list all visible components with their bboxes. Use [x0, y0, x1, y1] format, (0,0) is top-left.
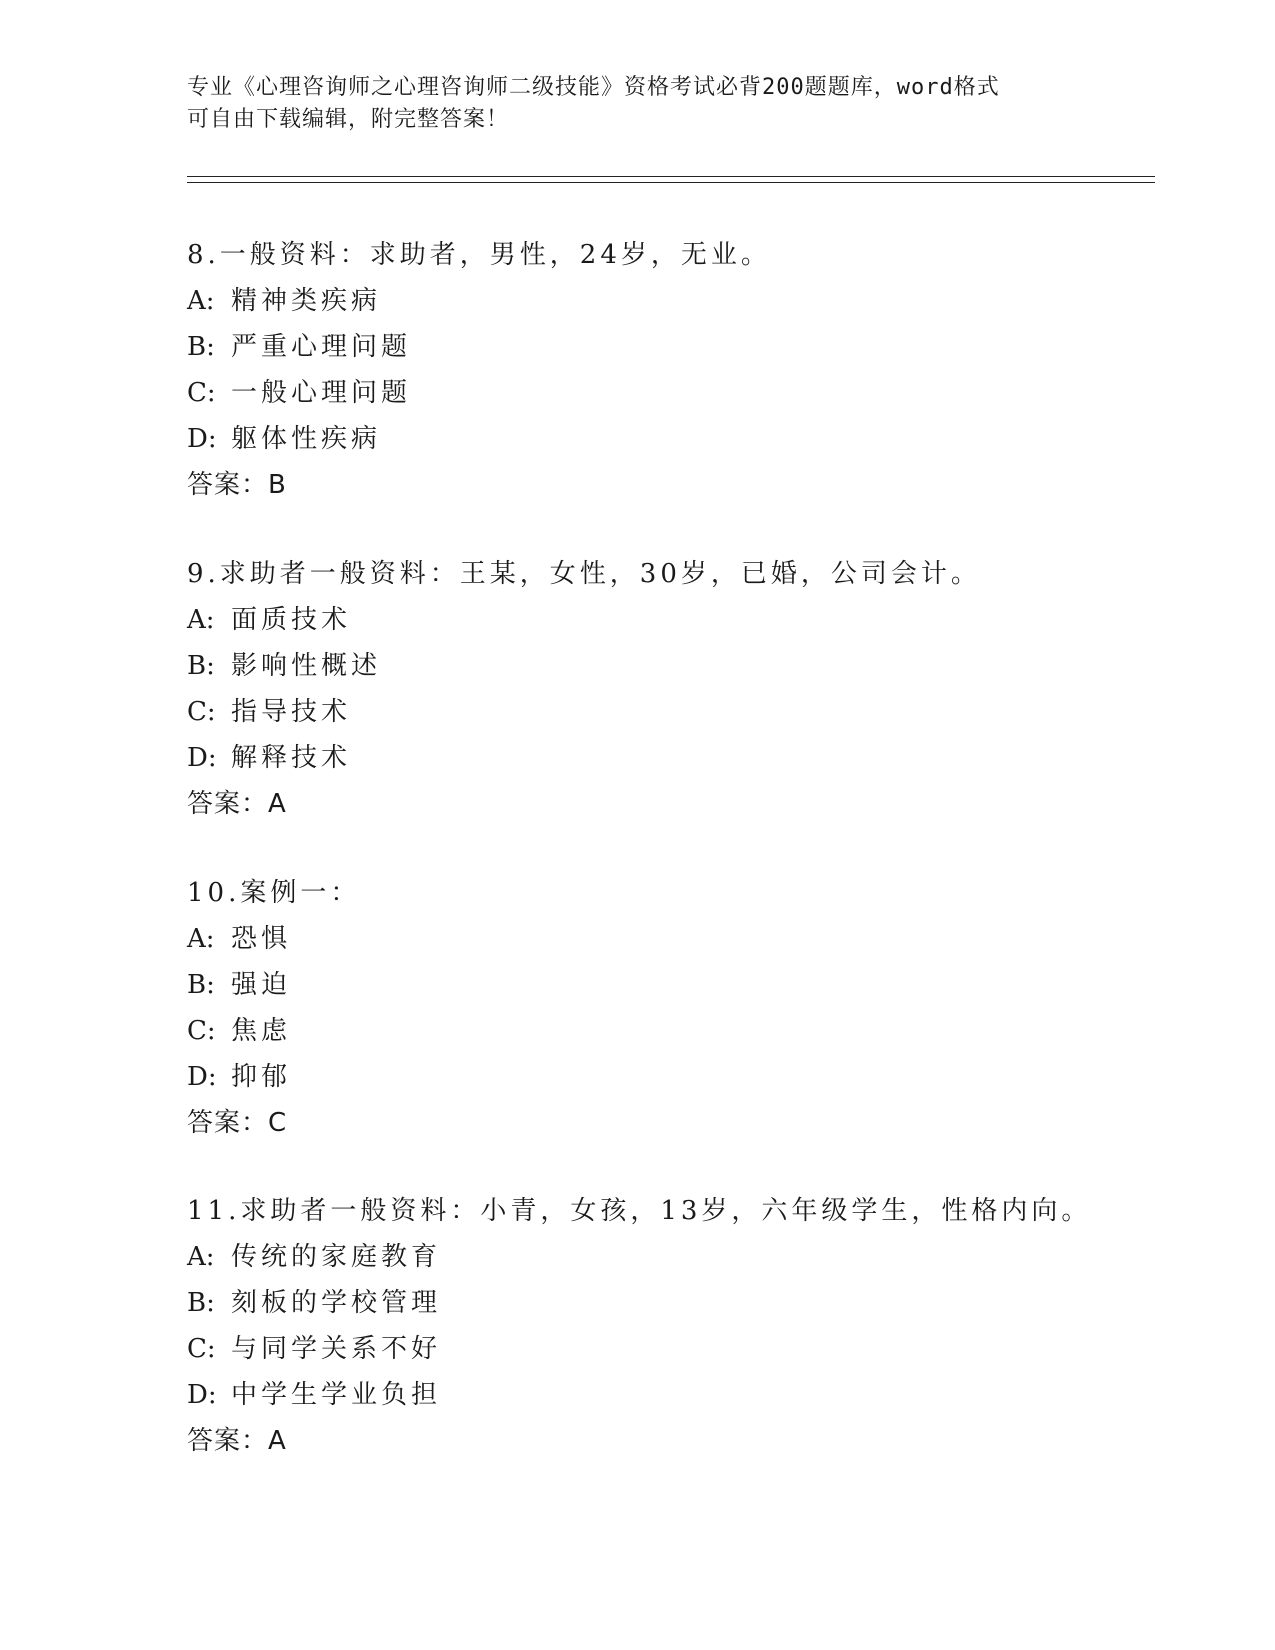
option-d: [187, 1054, 1187, 1100]
option-key: D:: [187, 743, 217, 773]
option-b: [187, 643, 1187, 689]
option-b: [187, 1280, 1187, 1326]
option-key: C:: [187, 1016, 216, 1046]
option-a: [187, 597, 1187, 643]
header-line-2: 可自由下载编辑，附完整答案！: [187, 107, 510, 132]
question-stem: 11.求助者一般资料：小青，女孩，13岁，六年级学生，性格内向。: [187, 1196, 1092, 1226]
answer-line: 答案：A: [187, 1426, 287, 1456]
header-divider: [187, 182, 1155, 183]
option-text: 与同学关系不好: [231, 1334, 442, 1364]
option-key: A:: [187, 286, 215, 316]
question-block: [187, 870, 1187, 1146]
header-line-1: 专业《心理咨询师之心理咨询师二级技能》资格考试必背200题题库，word格式: [187, 75, 1000, 100]
option-text: 影响性概述: [231, 651, 382, 681]
option-text: 刻板的学校管理: [231, 1288, 442, 1318]
option-key: C:: [187, 697, 216, 727]
option-key: B:: [187, 651, 215, 681]
option-a: [187, 278, 1187, 324]
answer-line: 答案：A: [187, 789, 287, 819]
option-text: 抑郁: [231, 1062, 292, 1092]
option-text: 一般心理问题: [231, 378, 412, 408]
question-stem: 8.一般资料：求助者，男性，24岁，无业。: [187, 240, 771, 270]
option-key: C:: [187, 378, 216, 408]
option-text: 焦虑: [231, 1016, 292, 1046]
option-key: A:: [187, 605, 215, 635]
option-text: 面质技术: [231, 605, 352, 635]
option-text: 恐惧: [231, 924, 292, 954]
option-key: B:: [187, 332, 215, 362]
answer-line: 答案：B: [187, 470, 287, 500]
option-text: 强迫: [231, 970, 292, 1000]
option-c: [187, 1326, 1187, 1372]
option-text: 中学生学业负担: [231, 1380, 442, 1410]
question-stem: 9.求助者一般资料：王某，女性，30岁，已婚，公司会计。: [187, 559, 981, 589]
option-d: [187, 1372, 1187, 1418]
option-c: [187, 1008, 1187, 1054]
option-key: C:: [187, 1334, 216, 1364]
option-key: B:: [187, 970, 215, 1000]
option-key: D:: [187, 424, 217, 454]
question-block: [187, 551, 1187, 827]
option-text: 精神类疾病: [231, 286, 382, 316]
option-text: 解释技术: [231, 743, 352, 773]
option-d: [187, 416, 1187, 462]
option-key: A:: [187, 1242, 215, 1272]
option-key: A:: [187, 924, 215, 954]
option-text: 躯体性疾病: [231, 424, 382, 454]
question-stem: 10.案例一：: [187, 878, 361, 908]
option-key: B:: [187, 1288, 215, 1318]
option-text: 严重心理问题: [231, 332, 412, 362]
option-text: 传统的家庭教育: [231, 1242, 442, 1272]
option-d: [187, 735, 1187, 781]
question-block: [187, 1188, 1187, 1464]
option-c: [187, 370, 1187, 416]
option-a: [187, 1234, 1187, 1280]
option-b: [187, 962, 1187, 1008]
document-header: [187, 72, 1067, 136]
answer-line: 答案：C: [187, 1108, 288, 1138]
option-key: D:: [187, 1062, 217, 1092]
option-key: D:: [187, 1380, 217, 1410]
option-c: [187, 689, 1187, 735]
header-divider: [187, 176, 1155, 177]
option-b: [187, 324, 1187, 370]
option-a: [187, 916, 1187, 962]
option-text: 指导技术: [231, 697, 352, 727]
question-block: [187, 232, 1187, 508]
